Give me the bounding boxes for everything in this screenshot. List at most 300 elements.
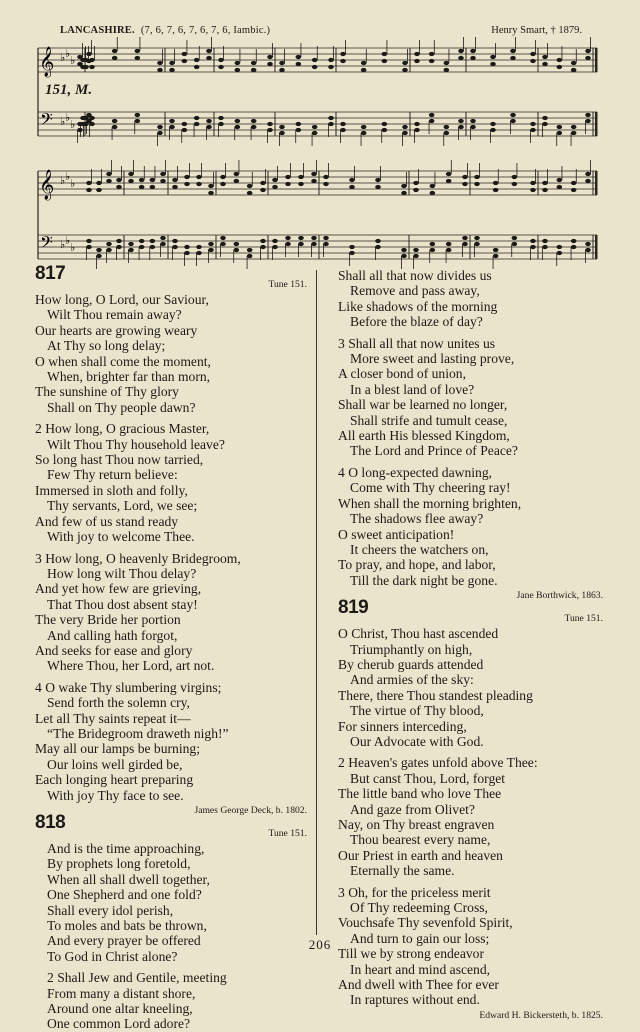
key-signature: ♭: [65, 234, 71, 247]
note-head: [349, 185, 355, 189]
note-head: [493, 248, 499, 252]
note-head: [296, 62, 302, 66]
note-head: [375, 245, 381, 249]
note-head: [112, 125, 118, 129]
note-head: [96, 181, 102, 185]
verse-line: That Thou dost absent stay!: [47, 596, 198, 612]
note-head: [401, 248, 407, 252]
verse-line: For sinners interceding,: [338, 718, 467, 734]
note-head: [429, 59, 435, 63]
note-head: [542, 181, 548, 185]
note-head: [375, 178, 381, 182]
note-head: [135, 56, 141, 60]
key-signature: ♭: [65, 47, 71, 60]
note-head: [112, 49, 118, 53]
verse-line: Till we by strong endeavor: [338, 946, 484, 962]
note-head: [312, 131, 318, 135]
key-signature: ♭: [60, 238, 66, 251]
verse-line: When all shall dwell together,: [47, 871, 210, 887]
verse-line: The sunshine of Thy glory: [35, 384, 179, 400]
verse-line: The little band who love Thee: [338, 786, 502, 802]
final-bar: [595, 171, 598, 195]
note-head: [267, 128, 273, 132]
note-head: [349, 178, 355, 182]
verse-line: In a blest land of love?: [350, 381, 475, 397]
note-head: [272, 185, 278, 189]
note-head: [557, 58, 563, 62]
verse-line: Shall all that now divides us: [338, 268, 492, 283]
note-head: [429, 52, 435, 56]
note-head: [429, 119, 435, 123]
note-head: [474, 175, 480, 179]
note-head: [413, 188, 419, 192]
note-head: [571, 181, 577, 185]
note-head: [530, 128, 536, 132]
note-head: [196, 251, 202, 255]
note-head: [86, 188, 92, 192]
note-head: [157, 131, 163, 135]
note-head: [272, 239, 278, 243]
note-head: [169, 61, 175, 65]
note-head: [172, 245, 178, 249]
note-head: [267, 55, 273, 59]
note-head: [401, 254, 407, 258]
final-bar: [595, 48, 598, 72]
note-head: [382, 128, 388, 132]
note-head: [557, 185, 563, 189]
verse-line: A closer bond of union,: [338, 366, 466, 382]
verse-line: All earth His blessed Kingdom,: [338, 428, 510, 444]
note-head: [312, 58, 318, 62]
key-signature: ♭: [60, 115, 66, 128]
note-head: [116, 185, 122, 189]
note-head: [311, 172, 317, 176]
verse-line: The very Bride her portion: [35, 612, 181, 628]
note-head: [474, 182, 480, 186]
note-head: [112, 56, 118, 60]
note-head: [557, 178, 563, 182]
note-head: [490, 62, 496, 66]
note-head: [208, 191, 214, 195]
verse-line: O sweet anticipation!: [338, 526, 455, 542]
note-head: [182, 59, 188, 63]
verse-line: And turn to gain our loss;: [350, 930, 490, 946]
hymn-number: 817: [35, 263, 66, 284]
note-head: [312, 65, 318, 69]
note-head: [470, 125, 476, 129]
note-head: [585, 113, 591, 117]
verse-line: Like shadows of the morning: [338, 298, 498, 314]
note-head: [414, 59, 420, 63]
note-head: [557, 65, 563, 69]
hymn-819-header: [338, 597, 603, 626]
tune-name: LANCASHIRE. (7, 6, 7, 6, 7, 6, 7, 6, Iambic.): [60, 25, 271, 36]
author-credit: Jane Borthwick, 1863.: [516, 590, 603, 602]
verse-line: One Shepherd and one fold?: [47, 887, 202, 903]
verse-line: Shall strife and tumult cease,: [350, 412, 508, 428]
verse-line: 3 Shall all that now unites us: [338, 335, 496, 351]
verse-line: 2 Shall Jew and Gentile, meeting: [47, 970, 227, 986]
note-head: [323, 182, 329, 186]
note-head: [96, 248, 102, 252]
verse-line: When, brighter far than morn,: [47, 369, 211, 385]
note-head: [86, 245, 92, 249]
note-head: [234, 248, 240, 252]
note-head: [490, 122, 496, 126]
note-head: [234, 179, 240, 183]
note-head: [157, 125, 163, 129]
verse-line: To moles and bats be thrown,: [47, 918, 207, 934]
note-head: [530, 188, 536, 192]
note-head: [493, 181, 499, 185]
verse-line: Let all Thy saints repeat it—: [35, 710, 191, 726]
hymn-818-header: [35, 812, 307, 841]
note-head: [218, 116, 224, 120]
note-head: [128, 172, 134, 176]
verse-line: To pray, and hope, and labor,: [338, 557, 496, 573]
note-head: [585, 248, 591, 252]
note-head: [218, 58, 224, 62]
verse-line: And dwell with Thee for ever: [338, 977, 499, 993]
note-head: [311, 242, 317, 246]
author-credit: James George Deck, b. 1802.: [194, 805, 307, 816]
note-head: [150, 239, 156, 243]
final-bar: [595, 112, 598, 136]
note-head: [139, 185, 145, 189]
note-head: [490, 55, 496, 59]
note-head: [169, 119, 175, 123]
verse-line: Before the blaze of day?: [350, 314, 483, 330]
note-head: [382, 122, 388, 126]
verse-line: 3 Oh, for the priceless merit: [338, 884, 491, 900]
verse-line: And yet how few are grieving,: [35, 581, 202, 597]
note-head: [298, 182, 304, 186]
note-head: [585, 242, 591, 246]
note-head: [512, 175, 518, 179]
note-head: [194, 122, 200, 126]
note-head: [585, 179, 591, 183]
note-head: [542, 122, 548, 126]
note-head: [285, 175, 291, 179]
note-head: [542, 245, 548, 249]
tune-reference: Tune 151.: [268, 279, 307, 290]
verse-line: Come with Thy cheering ray!: [350, 480, 511, 496]
note-head: [571, 245, 577, 249]
note-head: [414, 122, 420, 126]
note-head: [458, 125, 464, 129]
note-head: [235, 61, 241, 65]
note-head: [402, 125, 408, 129]
note-head: [106, 172, 112, 176]
note-head: [530, 239, 536, 243]
note-head: [106, 179, 112, 183]
note-head: [557, 125, 563, 129]
page-number: 206: [308, 937, 332, 952]
note-head: [184, 245, 190, 249]
note-head: [89, 122, 95, 126]
note-head: [194, 65, 200, 69]
note-head: [444, 68, 450, 72]
note-head: [430, 184, 436, 188]
hymn-number: 818: [35, 812, 66, 833]
note-head: [298, 175, 304, 179]
verse-line: Till the dark night be gone.: [350, 572, 498, 588]
key-signature: ♭: [60, 51, 66, 64]
verse-line: The virtue of Thy blood,: [350, 703, 484, 719]
note-head: [184, 175, 190, 179]
note-head: [184, 251, 190, 255]
verse-line: Around one altar kneeling,: [47, 1001, 193, 1017]
note-head: [160, 172, 166, 176]
verse-line: It cheers the watchers on,: [350, 541, 489, 557]
note-head: [234, 242, 240, 246]
note-head: [80, 116, 86, 120]
note-head: [585, 49, 591, 53]
note-head: [340, 59, 346, 63]
verse-line: In raptures without end.: [350, 992, 480, 1008]
note-head: [474, 242, 480, 246]
note-head: [402, 61, 408, 65]
verse-line: Few Thy return believe:: [47, 467, 178, 483]
verse-line: At Thy so long delay;: [47, 338, 166, 354]
note-head: [557, 131, 563, 135]
composer-credit: Henry Smart, † 1879.: [491, 25, 582, 36]
hymn-818-continued-text: [338, 268, 603, 588]
verse-line: And every prayer be offered: [47, 933, 201, 949]
note-head: [470, 56, 476, 60]
note-head: [194, 116, 200, 120]
note-head: [89, 116, 95, 120]
note-head: [444, 125, 450, 129]
note-head: [458, 56, 464, 60]
note-head: [557, 245, 563, 249]
note-head: [116, 239, 122, 243]
note-head: [160, 236, 166, 240]
note-head: [206, 119, 212, 123]
note-head: [413, 248, 419, 252]
verse-line: The shadows flee away?: [350, 511, 484, 527]
note-head: [208, 184, 214, 188]
note-head: [247, 184, 253, 188]
note-head: [116, 245, 122, 249]
verse-line: And armies of the sky:: [350, 672, 474, 688]
verse-line: Our loins well girded be,: [47, 756, 183, 772]
note-head: [106, 242, 112, 246]
note-head: [493, 254, 499, 258]
verse-line: Thy servants, Lord, we see;: [47, 498, 198, 514]
note-head: [235, 119, 241, 123]
verse-line: But canst Thou, Lord, forget: [350, 770, 506, 786]
verse-line: Wilt Thou remain away?: [47, 307, 182, 323]
note-head: [247, 191, 253, 195]
note-head: [251, 61, 257, 65]
note-head: [413, 181, 419, 185]
note-head: [542, 116, 548, 120]
note-head: [530, 52, 536, 56]
note-head: [323, 242, 329, 246]
note-head: [77, 62, 83, 66]
note-head: [470, 49, 476, 53]
note-head: [135, 49, 141, 53]
note-head: [510, 113, 516, 117]
tune-reference: Tune 151.: [268, 828, 307, 839]
note-head: [128, 242, 134, 246]
verse-line: Shall every idol perish,: [47, 902, 174, 918]
verse-line: With joy Thy face to see.: [47, 787, 184, 803]
note-head: [206, 49, 212, 53]
note-head: [512, 242, 518, 246]
verse-line: There, there Thou standest pleading: [338, 687, 533, 703]
note-head: [251, 125, 257, 129]
note-head: [571, 188, 577, 192]
final-bar: [595, 235, 598, 259]
note-head: [220, 236, 226, 240]
verse-line: And few of us stand ready: [35, 513, 179, 529]
note-head: [458, 119, 464, 123]
right-column: [338, 268, 603, 1022]
note-head: [585, 119, 591, 123]
note-head: [490, 128, 496, 132]
tune-meter: (7, 6, 7, 6, 7, 6, 7, 6, Iambic.): [140, 25, 271, 36]
verse-line: Triumphantly on high,: [350, 641, 473, 657]
note-head: [96, 254, 102, 258]
note-head: [128, 248, 134, 252]
verse-line: May all our lamps be burning;: [35, 741, 200, 757]
note-head: [340, 122, 346, 126]
note-head: [206, 56, 212, 60]
note-head: [169, 68, 175, 72]
note-head: [444, 131, 450, 135]
note-head: [585, 172, 591, 176]
note-head: [77, 55, 83, 59]
note-head: [260, 245, 266, 249]
note-head: [474, 236, 480, 240]
tune-reference: Tune 151.: [564, 613, 603, 625]
verse-line: 3 How long, O heavenly Bridegroom,: [35, 550, 241, 566]
note-head: [196, 245, 202, 249]
verse-line: How long, O Lord, our Saviour,: [35, 292, 209, 307]
key-signature: ♭: [65, 170, 71, 183]
note-head: [571, 131, 577, 135]
verse-line: Vouchsafe Thy sevenfold Spirit,: [338, 915, 513, 931]
note-head: [218, 65, 224, 69]
note-head: [206, 125, 212, 129]
note-head: [160, 179, 166, 183]
note-head: [234, 172, 240, 176]
treble-clef: 𝄞: [39, 47, 55, 77]
key-signature: ♭: [65, 111, 71, 124]
verse-line: By prophets long foretold,: [47, 856, 191, 872]
note-head: [184, 182, 190, 186]
note-head: [251, 119, 257, 123]
note-head: [267, 122, 273, 126]
note-head: [196, 175, 202, 179]
note-head: [401, 184, 407, 188]
note-head: [361, 68, 367, 72]
note-head: [169, 125, 175, 129]
note-head: [150, 245, 156, 249]
note-head: [160, 242, 166, 246]
verse-line: How long wilt Thou delay?: [47, 565, 197, 581]
note-head: [251, 68, 257, 72]
verse-line: And is the time approaching,: [47, 841, 205, 856]
verse-line: Nay, on Thy breast engraven: [338, 817, 495, 832]
note-head: [112, 119, 118, 123]
note-head: [462, 242, 468, 246]
verse-line: Remove and pass away,: [350, 283, 480, 299]
note-head: [375, 239, 381, 243]
note-head: [512, 182, 518, 186]
note-head: [298, 236, 304, 240]
note-head: [349, 245, 355, 249]
note-head: [285, 182, 291, 186]
note-head: [462, 175, 468, 179]
note-head: [414, 128, 420, 132]
note-head: [446, 242, 452, 246]
verse-line: O Christ, Thou hast ascended: [338, 626, 499, 642]
note-head: [89, 58, 95, 62]
note-head: [530, 59, 536, 63]
note-head: [86, 239, 92, 243]
verse-line: Our Priest in earth and heaven: [338, 847, 503, 863]
verse-line: Immersed in sloth and folly,: [35, 482, 188, 498]
note-head: [542, 62, 548, 66]
note-head: [267, 62, 273, 66]
verse-line: In heart and mind ascend,: [350, 961, 491, 977]
music-score: [0, 0, 640, 270]
note-head: [446, 248, 452, 252]
note-head: [208, 248, 214, 252]
note-head: [247, 254, 253, 258]
note-head: [571, 68, 577, 72]
note-head: [361, 131, 367, 135]
note-head: [470, 119, 476, 123]
verse-line: Each longing heart preparing: [35, 772, 194, 788]
note-head: [530, 245, 536, 249]
note-head: [340, 52, 346, 56]
note-head: [182, 128, 188, 132]
note-head: [260, 181, 266, 185]
verse-line: One common Lord adore?: [47, 1016, 191, 1032]
verse-line: 2 How long, O gracious Master,: [35, 421, 210, 437]
note-head: [260, 239, 266, 243]
note-head: [285, 242, 291, 246]
note-head: [218, 122, 224, 126]
hymn-817-text: [35, 292, 307, 803]
note-head: [444, 61, 450, 65]
note-head: [96, 188, 102, 192]
verse-line: From many a distant shore,: [47, 985, 196, 1001]
note-head: [235, 125, 241, 129]
note-head: [458, 49, 464, 53]
note-head: [510, 119, 516, 123]
note-head: [247, 248, 253, 252]
note-head: [361, 61, 367, 65]
note-head: [542, 55, 548, 59]
note-head: [328, 65, 334, 69]
verse-line: When shall the morning brighten,: [338, 495, 522, 511]
note-head: [311, 179, 317, 183]
key-signature: ♭: [60, 174, 66, 187]
verse-line: O when shall come the moment,: [35, 353, 211, 369]
note-head: [77, 122, 83, 126]
verse-line: “The Bridegroom draweth nigh!”: [47, 725, 229, 741]
note-head: [510, 56, 516, 60]
note-head: [135, 119, 141, 123]
note-head: [116, 178, 122, 182]
verse-line: Where Thou, her Lord, art not.: [47, 658, 215, 674]
note-head: [194, 58, 200, 62]
